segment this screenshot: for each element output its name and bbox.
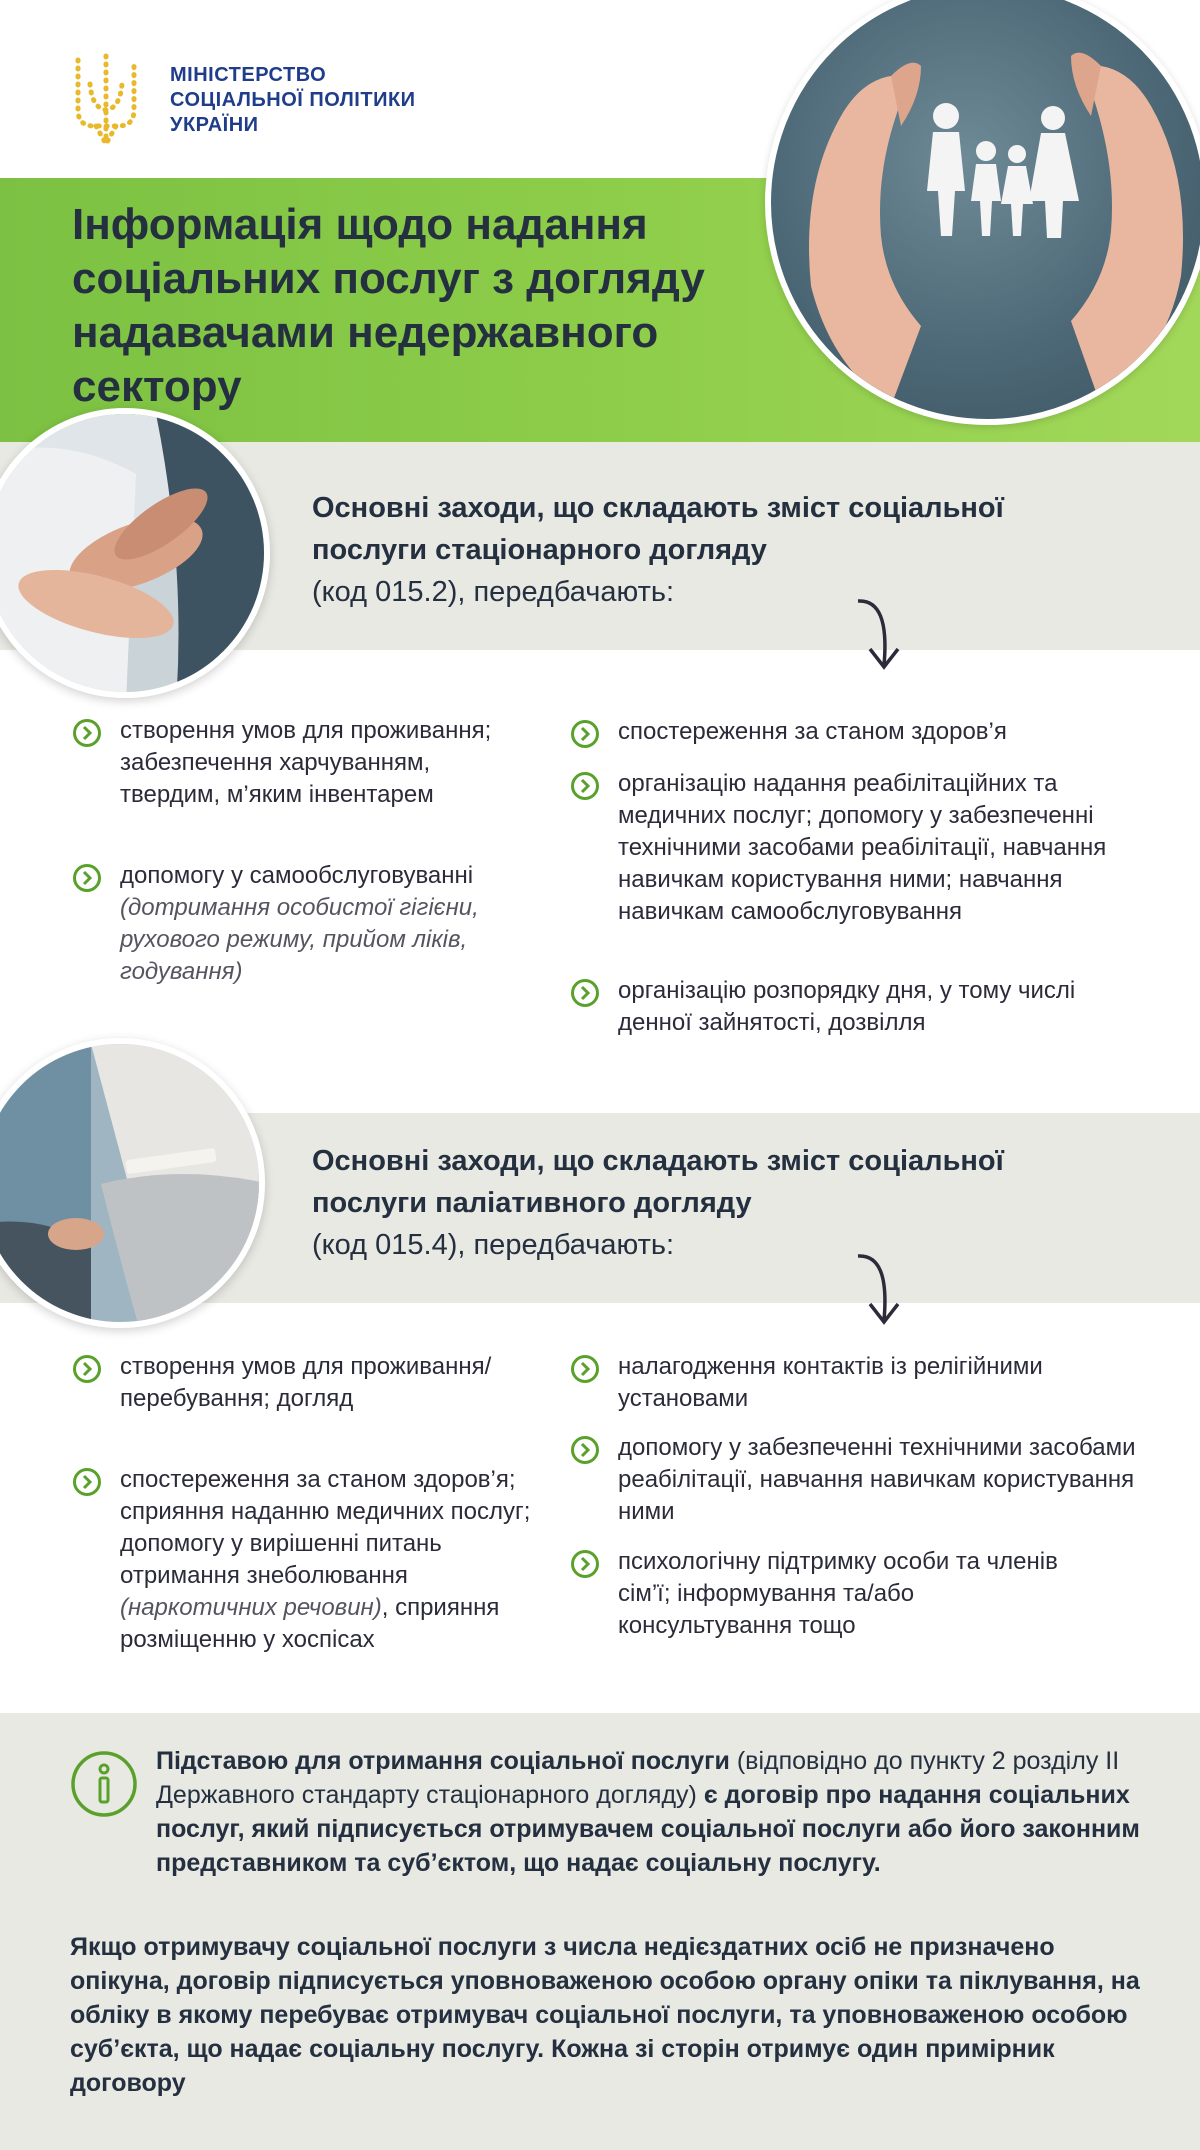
guardian-note-text: Якщо отримувачу соціальної послуги з числа недієздатних осіб не призначено опікуна, договір підписується уповноваженою особою органу опіки та піклування, на обліку в якому перебуває отримувач соціальної послуги, та уповноваженою особою суб’єкта, що надає соціальну послугу. Кожна зі сторін отримує один примірник договору [70, 1933, 1140, 2097]
ministry-line-1: МІНІСТЕРСТВО [170, 63, 327, 86]
chevron-circle-bullet-icon [72, 1467, 102, 1497]
item-text: створення умов для проживання/перебування; догляд [120, 1353, 492, 1412]
section1-item-housing [72, 715, 522, 811]
chevron-circle-bullet-icon [72, 863, 102, 893]
chevron-circle-bullet-icon [570, 719, 600, 749]
chevron-circle-bullet-icon [72, 718, 102, 748]
basis-reference: (відповідно до пункту 2 розділу ІІ Державного стандарту стаціонарного догляду) [156, 1747, 1120, 1809]
section2-title-code: (код 015.4), передбачають: [312, 1229, 675, 1261]
ministry-name [170, 63, 416, 138]
section2-curved-arrow-icon [854, 1250, 904, 1330]
item-main-text: спостереження за станом здоров’я; сприяння наданню медичних послуг; допомогу у вирішенні питань отримання знеболювання [120, 1466, 531, 1589]
item-text: організацію розпорядку дня, у тому числі денної зайнятості, дозвілля [618, 977, 1076, 1036]
chevron-circle-bullet-icon [570, 1549, 600, 1579]
trident-icon [70, 50, 142, 150]
section2-item-technical-aids [570, 1432, 1140, 1528]
item-text: організацію надання реабілітаційних та медичних послуг; допомогу у забезпеченні технічними засобами реабілітації, навчання навичкам користування ними; навчання навичкам самообслуговування [618, 770, 1107, 925]
item-note: (дотримання особистої гігієни, рухового режиму, прийом ліків, годування) [120, 894, 479, 985]
holding-hands-image [0, 414, 270, 698]
item-text: допомогу у забезпеченні технічними засобами реабілітації, навчання навичкам користування ними [618, 1434, 1136, 1525]
chevron-circle-bullet-icon [570, 978, 600, 1008]
section1-holding-hands-photo [0, 408, 270, 698]
section1-title [312, 487, 1092, 613]
item-main-text-end: , сприяння розміщенню у хоспісах [120, 1594, 500, 1653]
section1-curved-arrow-icon [854, 595, 904, 675]
chevron-circle-bullet-icon [570, 1354, 600, 1384]
ministry-line-2: СОЦІАЛЬНОЇ ПОЛІТИКИ [170, 88, 416, 111]
item-text: створення умов для проживання; забезпечення харчуванням, твердим, м’яким інвентарем [120, 717, 492, 808]
item-main-text: допомогу у самообслуговуванні [120, 862, 474, 889]
section2-item-housing-care [72, 1351, 512, 1415]
section2-item-psychological-support [570, 1546, 1070, 1642]
item-note: (наркотичних речовин) [120, 1594, 382, 1621]
info-icon [70, 1750, 138, 1818]
chevron-circle-bullet-icon [570, 771, 600, 801]
chevron-circle-bullet-icon [72, 1354, 102, 1384]
ministry-line-3: УКРАЇНИ [170, 113, 259, 136]
section2-title-main: Основні заходи, що складають зміст соціальної послуги паліативного догляду [312, 1145, 1004, 1219]
section2-title [312, 1140, 1092, 1266]
item-text: налагодження контактів із релігійними установами [618, 1353, 1043, 1412]
item-text: спостереження за станом здоров’я [618, 718, 1007, 745]
basis-bold: Підставою для отримання соціальної послуги [156, 1747, 730, 1775]
section1-item-rehabilitation [570, 768, 1140, 928]
section2-item-religious-contacts [570, 1351, 1090, 1415]
ministry-logo [70, 50, 416, 150]
contract-basis-text [156, 1744, 1146, 1880]
item-text [120, 860, 552, 988]
section1-item-self-care [72, 860, 552, 988]
chevron-circle-bullet-icon [570, 1435, 600, 1465]
section1-title-main: Основні заходи, що складають зміст соціальної послуги стаціонарного догляду [312, 492, 1004, 566]
item-text [120, 1464, 552, 1656]
basis-rest: є договір про надання соціальних послуг, який підписується отримувачем соціальної послуги або його законним представником та суб’єктом, що надає соціальну послугу. [156, 1781, 1140, 1877]
family-in-hands-illustration [771, 0, 1200, 425]
section2-item-health-pain-relief [72, 1464, 552, 1656]
section1-item-health-monitoring [570, 716, 1150, 749]
page-title: Інформація щодо надання соціальних послуг з догляду надавачами недержавного сектору [72, 200, 705, 411]
section1-title-code: (код 015.2), передбачають: [312, 576, 675, 608]
item-text: психологічну підтримку особи та членів сім’ї; інформування та/або консультування тощо [618, 1548, 1058, 1639]
section1-item-daily-routine [570, 975, 1110, 1039]
